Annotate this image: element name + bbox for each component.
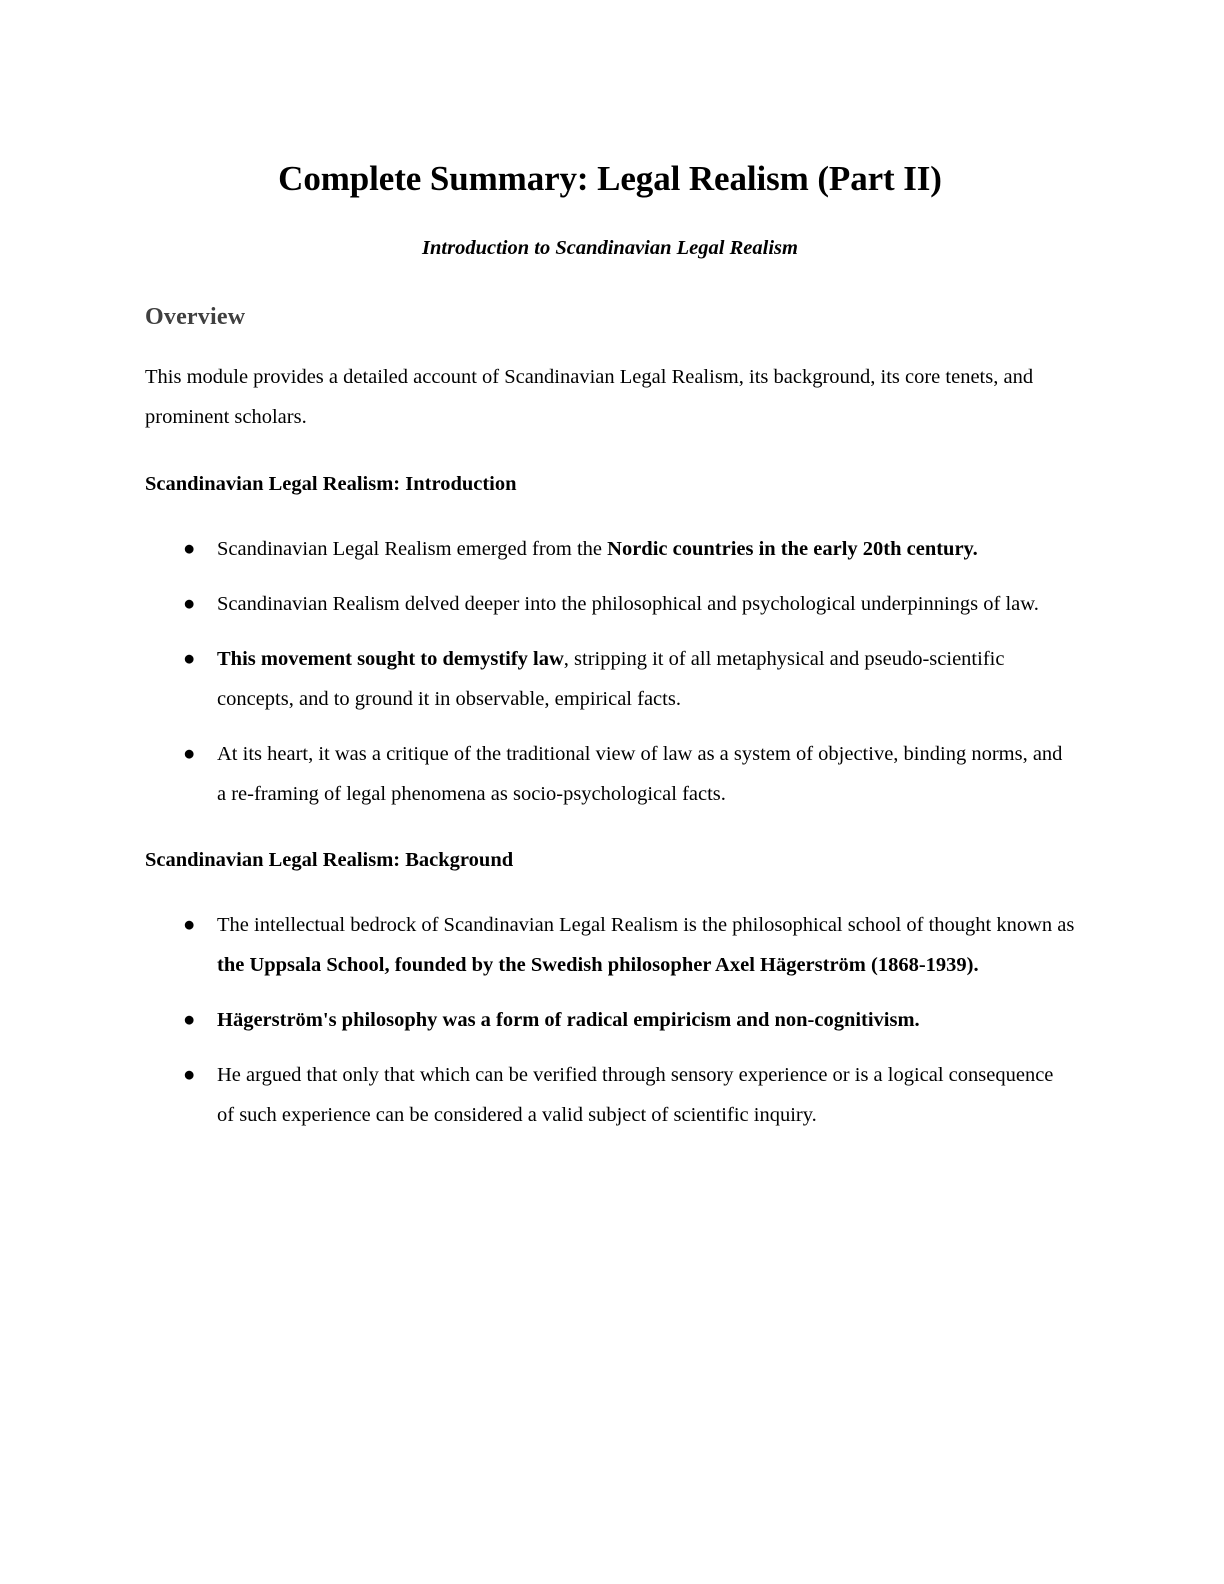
plain-text: He argued that only that which can be verified through sensory experience or is a logical consequence of such experience can be considered a valid subject of scientific inquiry. — [217, 1064, 1054, 1127]
bullet-list — [145, 877, 1075, 1136]
section-heading: Scandinavian Legal Realism: Background — [145, 849, 514, 872]
list-item-text — [217, 593, 1039, 615]
list-item — [145, 515, 1075, 570]
list-item — [145, 720, 1075, 815]
bullet-list — [145, 501, 1075, 815]
document-content — [145, 0, 1075, 1136]
page-title: Complete Summary: Legal Realism (Part II) — [278, 159, 942, 198]
list-item — [145, 891, 1075, 986]
list-item — [145, 570, 1075, 625]
emphasis-text: Nordic countries in the early 20th century. — [607, 537, 978, 560]
sections-container — [145, 438, 1075, 1136]
list-item — [145, 1041, 1075, 1136]
plain-text: , stripping it of all metaphysical and pseudo-scientific concepts, and to ground it in observable, empirical facts. — [217, 647, 1005, 710]
bullet-marker-icon: ● — [183, 537, 196, 560]
bullet-marker-icon: ● — [183, 647, 196, 670]
list-item-text — [217, 1064, 1053, 1126]
list-item-text — [217, 1009, 920, 1031]
bullet-marker-icon: ● — [183, 1064, 196, 1087]
plain-text: At its heart, it was a critique of the traditional view of law as a system of objective, binding norms, and a re-framing of legal phenomena as socio-psychological facts. — [217, 742, 1063, 805]
bullet-marker-icon: ● — [183, 1009, 196, 1032]
overview-paragraph: This module provides a detailed account of Scandinavian Legal Realism, its background, its core tenets, and prominent scholars. — [145, 365, 1034, 428]
plain-text: The intellectual bedrock of Scandinavian Legal Realism is the philosophical school of thought known as — [217, 914, 1075, 937]
plain-text: Scandinavian Realism delved deeper into the philosophical and psychological underpinnings of law. — [217, 592, 1039, 615]
bullet-marker-icon: ● — [183, 592, 196, 615]
overview-heading: Overview — [145, 303, 246, 330]
list-item-text — [217, 914, 1074, 976]
section-heading: Scandinavian Legal Realism: Introduction — [145, 472, 517, 495]
document-subtitle: Introduction to Scandinavian Legal Realism — [422, 237, 798, 260]
emphasis-text: This movement sought to demystify law — [217, 647, 564, 670]
bullet-marker-icon: ● — [183, 742, 196, 765]
list-item-text — [217, 743, 1062, 805]
emphasis-text: Hägerström's philosophy was a form of radical empiricism and non-cognitivism. — [217, 1009, 920, 1032]
plain-text: Scandinavian Legal Realism emerged from the — [217, 537, 608, 560]
emphasis-text: the Uppsala School, founded by the Swedish philosopher Axel Hägerström (1868-1939). — [217, 954, 979, 977]
bullet-marker-icon: ● — [183, 914, 196, 937]
list-item — [145, 625, 1075, 720]
list-item-text — [217, 648, 1004, 710]
list-item — [145, 986, 1075, 1041]
list-item-text — [217, 538, 978, 560]
